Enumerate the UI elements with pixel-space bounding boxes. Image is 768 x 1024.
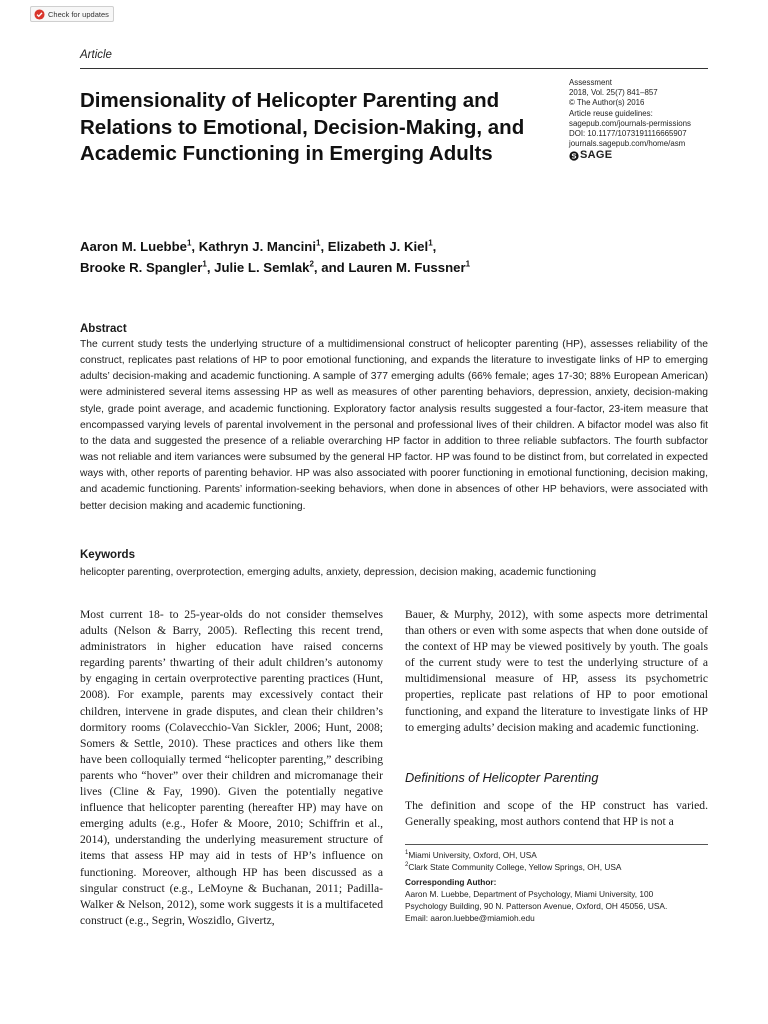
author-name: Aaron M. Luebbe — [80, 239, 187, 254]
journal-info — [569, 78, 739, 161]
sage-logo-icon — [569, 151, 579, 161]
author-name: Brooke R. Spangler — [80, 259, 203, 275]
body-text-right-column: Bauer, & Murphy, 2012), with some aspects more detrimental than others or even with some aspects that when done outside of the context of HP may be viewed positively by youth. The goals of the current study were to test the underlying structure of a multidimensional measure of HP, assess its psychometric properties, replicate past relations of HP to poor emotional functioning, and expand the literature to investigate links of HP to emerging adults’ decision making and academic functioning. — [405, 608, 708, 734]
author-affiliation: 1 — [428, 238, 433, 248]
permissions-link[interactable]: sagepub.com/journals-permissions — [569, 118, 691, 128]
header-rule — [80, 68, 708, 69]
corresponding-author-label: Corresponding Author: — [405, 877, 497, 888]
author-name: Kathryn J. Mancini — [198, 239, 316, 254]
author-name: Lauren M. Fussner — [348, 259, 466, 275]
corresponding-author-email[interactable]: Email: aaron.luebbe@miamioh.edu — [405, 912, 535, 923]
check-for-updates-label: Check for updates — [48, 9, 109, 19]
author-affiliation: 1 — [202, 259, 207, 269]
section-heading: Definitions of Helicopter Parenting — [405, 770, 599, 785]
journal-copyright: © The Author(s) 2016 — [569, 98, 645, 108]
corresponding-author-line: Psychology Building, 90 N. Patterson Avenue, Oxford, OH 45056, USA. — [405, 900, 668, 911]
body-text-left-column: Most current 18- to 25-year-olds do not consider themselves adults (Nelson & Barry, 2005). Reflecting this recent trend, administrators in higher education have raised concerns regarding parents’ thwarting of their adult children’s autonomy by engaging in certain overprotective parenting practices (Hunt, 2008). For example, parents may excessively contact their children, intervene in grade disputes, and clean their children’s dormitory rooms (Colavecchio-Van Sickler, 2006; Hunt, 2008; Somers & Settle, 2010). These practices and others like them have been colloquially termed “helicopter parenting,” describing parents who “hover” over their children and micromanage their lives (Cline & Fay, 1990). Given the potentially negative influence that helicopter parenting (hereafter HP) may have on emerging adults (e.g., Hofer & Moore, 2010; Schiffrin et al., 2014), understanding the underlying measurement structure of items that assess HP may aid in tests of HP’s influence on functioning. Moreover, although HP has been discussed as a singular construct (e.g., LeMoyne & Buchanan, 2011; Padilla-Walker & Nelson, 2012), some work suggests it is a multifaceted construct (e.g., Segrin, Woszidlo, Givertz, — [80, 608, 383, 927]
body-text-right-continued: The definition and scope of the HP construct has varied. Generally speaking, most authors contend that HP is not a — [405, 799, 708, 829]
journal-name: Assessment — [569, 78, 612, 87]
journal-volume: 2018, Vol. 25(7) 841–857 — [569, 88, 658, 98]
author-separator: , — [432, 239, 437, 254]
check-for-updates-badge[interactable] — [30, 6, 114, 22]
sage-logo — [569, 150, 739, 160]
author-affiliation: 1 — [465, 259, 471, 269]
affiliation-number: 1 — [405, 850, 409, 857]
corresponding-author-line: Aaron M. Luebbe, Department of Psychology, Miami University, 100 — [405, 889, 654, 900]
author-affiliation: 1 — [316, 238, 321, 248]
footnote-rule — [405, 844, 708, 845]
abstract-heading: Abstract — [80, 323, 127, 335]
author-name: Julie L. Semlak — [214, 259, 310, 275]
author-separator: , — [206, 259, 215, 275]
affiliation-text: Clark State Community College, Yellow Springs, OH, USA — [408, 861, 622, 872]
paper-title: Dimensionality of Helicopter Parenting and Relations to Emotional, Decision-Making, and Academic Functioning in Emerging Adults — [80, 89, 525, 165]
author-list — [80, 237, 540, 278]
abstract-text: The current study tests the underlying structure of a multidimensional construct of helicopter parenting (HP), assesses reliability of the construct, replicates past relations of HP to poor emotional functioning, and expands the literature to investigate links of HP to emerging adults’ decision-making and academic functioning. A sample of 377 emerging adults (66% female; ages 17-30; 88% European American) were administered several items assessing HP as well as measures of other parenting behaviors, depression, anxiety, decision-making style, grade point average, and academic functioning. Exploratory factor analysis results suggested a four-factor, 23-item measure that encompassed varying levels of parental involvement in the personal and professional lives of their children. A bifactor model was also fit to the data and suggested the presence of a reliable overarching HP factor in addition to three reliable subfactors. The fourth subfactor was not reliable and item variances were subsumed by the general HP factor. HP was found to be distinct from, but correlated in expected ways with, other reports of parenting behavior. HP was also associated with poorer functioning in emotional functioning, decision making, and academic functioning. Parents’ information-seeking behaviors, when done in absences of other HP behaviors, were associated with better decision making and academic functioning. — [80, 339, 708, 512]
affiliation-1 — [405, 850, 715, 862]
doi-text[interactable]: DOI: 10.1177/1073191116665907 — [569, 129, 687, 139]
author-separator: , — [320, 239, 328, 254]
affiliation-2 — [405, 862, 715, 874]
journal-home-link[interactable]: journals.sagepub.com/home/asm — [569, 139, 686, 149]
author-separator: , and — [313, 259, 349, 275]
affiliation-text: Miami University, Oxford, OH, USA — [408, 850, 537, 860]
article-type-label: Article — [80, 49, 112, 61]
author-separator: , — [191, 239, 199, 254]
author-affiliation: 1 — [186, 238, 192, 248]
update-check-icon — [34, 9, 45, 20]
footnotes — [405, 850, 715, 924]
author-name: Elizabeth J. Kiel — [327, 239, 429, 254]
keywords-heading: Keywords — [80, 549, 135, 561]
author-affiliation: 2 — [309, 259, 314, 269]
keywords-text: helicopter parenting, overprotection, emerging adults, anxiety, depression, decision making, academic functioning — [80, 567, 597, 578]
reuse-guidelines-label: Article reuse guidelines: — [569, 108, 653, 118]
sage-logo-text: SAGE — [580, 149, 613, 162]
affiliation-number: 2 — [405, 861, 409, 868]
